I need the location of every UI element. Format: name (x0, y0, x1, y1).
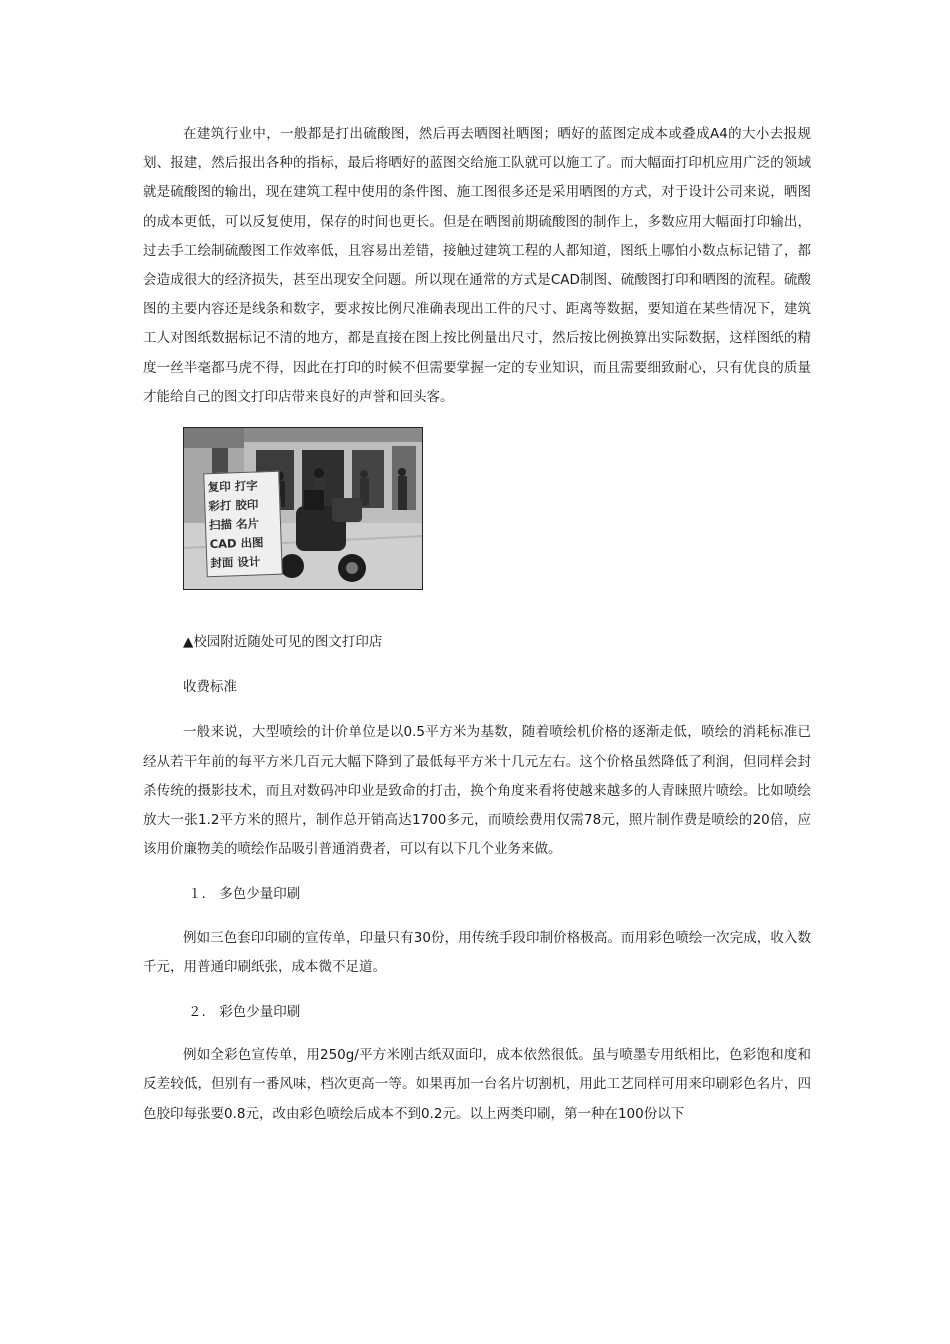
item-2-body: 例如全彩色宣传单，用250g/平方米刚古纸双面印，成本依然很低。虽与喷墨专用纸相比，色彩饱和度和反差较低，但别有一番风味，档次更高一等。如果再加一台名片切割机，用此工艺同样可用来印刷彩色名片，四色胶印每张要0.8元，改由彩色喷绘后成本不到0.2元。以上两类印刷，第一种在100份以下 (143, 1047, 811, 1122)
photo-caption: ▲校园附近随处可见的图文打印店 (183, 634, 383, 651)
item-2-title: ２. 彩色少量印刷 (188, 1004, 301, 1021)
print-shop-photo (183, 427, 423, 590)
sign-line: 彩打 胶印 (208, 497, 259, 514)
sign-line: 封面 设计 (210, 554, 261, 571)
intro-paragraph: 在建筑行业中，一般都是打出硫酸图，然后再去晒图社晒图；晒好的蓝图定成本或叠成A4的大小去报规划、报建，然后报出各种的指标，最后将晒好的蓝图交给施工队就可以施工了。而大幅面打印机应用广泛的领域就是硫酸图的输出，现在建筑工程中使用的条件图、施工图很多还是采用晒图的方式，对于设计公司来说，晒图的成本更低，可以反复使用，保存的时间也更长。但是在晒图前期硫酸图的制作上，多数应用大幅面打印输出，过去手工绘制硫酸图工作效率低，且容易出差错，接触过建筑工程的人都知道，图纸上哪怕小数点标记错了，都会造成很大的经济损失，甚至出现安全问题。所以现在通常的方式是CAD制图、硫酸图打印和晒图的流程。硫酸图的主要内容还是线条和数字，要求按比例尺准确表现出工件的尺寸、距离等数据，要知道在某些情况下，建筑工人对图纸数据标记不清的地方，都是直接在图上按比例量出尺寸，然后按比例换算出实际数据，这样图纸的精度一丝半毫都马虎不得，因此在打印的时候不但需要掌握一定的专业知识，而且需要细致耐心，只有优良的质量才能给自己的图文打印店带来良好的声誉和回头客。 (143, 126, 811, 405)
sign-line: 扫描 名片 (208, 516, 260, 533)
shop-sign-board (203, 471, 283, 578)
item-1-body: 例如三色套印印刷的宣传单，印量只有30份，用传统手段印制价格极高。而用彩色喷绘一次完成，收入数千元，用普通印刷纸张，成本微不足道。 (143, 929, 811, 975)
article-body (143, 120, 811, 1129)
pricing-paragraph: 一般来说，大型喷绘的计价单位是以0.5平方米为基数，随着喷绘机价格的逐渐走低，喷绘的消耗标准已经从若干年前的每平方米几百元大幅下降到了最低每平方米十几元左右。这个价格虽然降低了利润，但同样会封杀传统的摄影技术，而且对数码冲印业是致命的打击，换个角度来看将使越来越多的人青睐照片喷绘。比如喷绘放大一张1.2平方米的照片，制作总开销高达1700多元，而喷绘费用仅需78元，照片制作费是喷绘的20倍，应该用价廉物美的喷绘作品吸引普通消费者，可以有以下几个业务来做。 (143, 724, 811, 858)
item-1-title: １. 多色少量印刷 (188, 886, 301, 903)
section-heading: 收费标准 (183, 679, 237, 696)
sign-line: CAD 出图 (209, 535, 264, 552)
sign-line: 复印 打字 (207, 478, 258, 495)
